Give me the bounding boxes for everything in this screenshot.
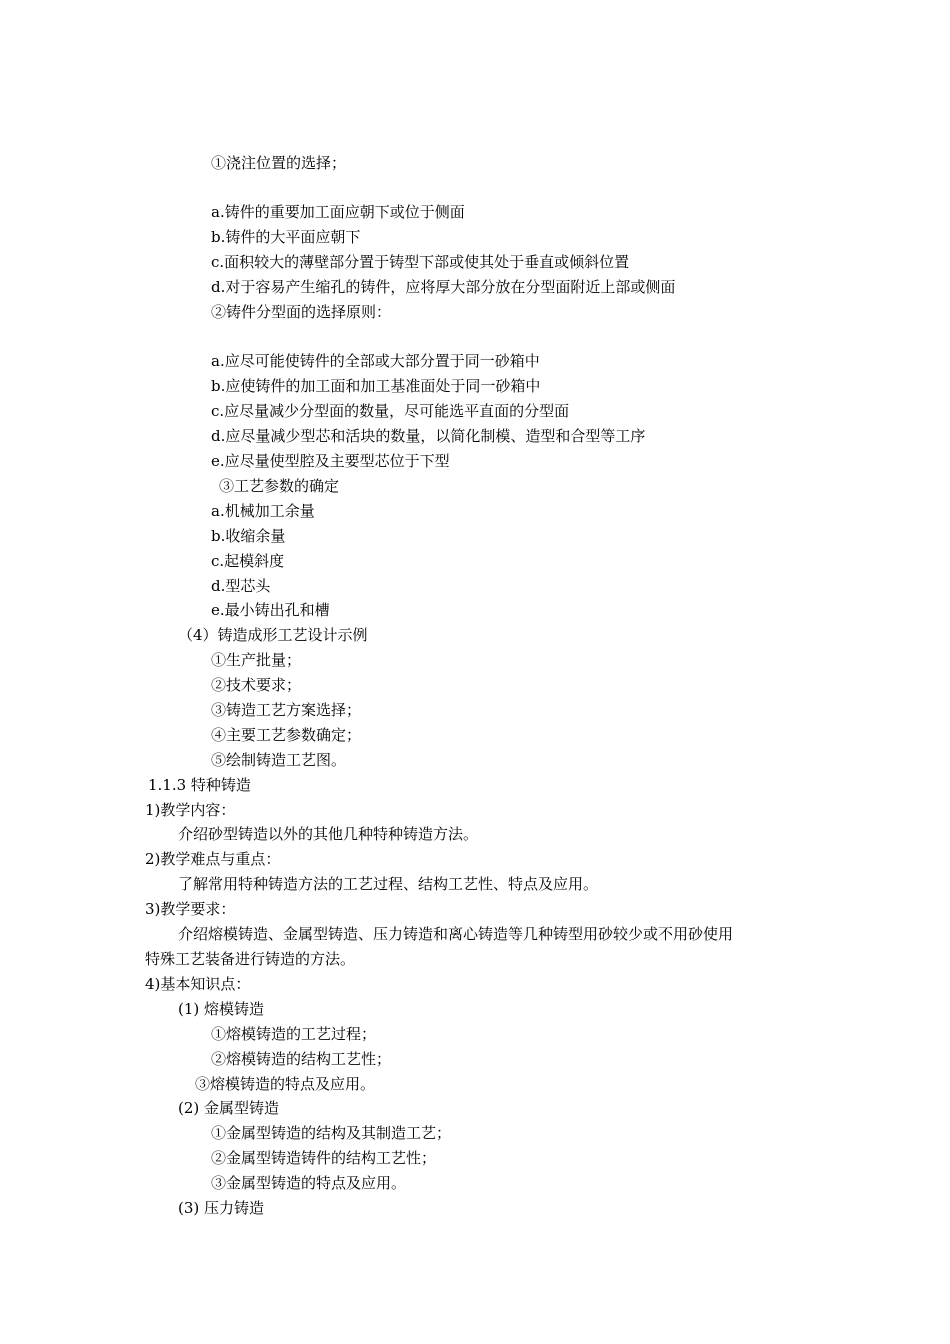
text-line: ①熔模铸造的工艺过程；	[211, 1025, 377, 1043]
text-line: a.铸件的重要加工面应朝下或位于侧面	[211, 203, 465, 221]
text-line: b.铸件的大平面应朝下	[211, 228, 361, 246]
text-line: 3)教学要求：	[145, 900, 236, 918]
text-line: d.对于容易产生缩孔的铸件，应将厚大部分放在分型面附近上部或侧面	[211, 278, 676, 296]
text-line: 介绍砂型铸造以外的其他几种特种铸造方法。	[178, 825, 479, 843]
text-line: c.应尽量减少分型面的数量，尽可能选平直面的分型面	[211, 402, 570, 420]
section-heading: 1.1.3 特种铸造	[148, 776, 251, 794]
text-line: ①生产批量；	[211, 651, 302, 669]
text-line: ②技术要求；	[211, 676, 302, 694]
text-line: b.应使铸件的加工面和加工基准面处于同一砂箱中	[211, 377, 541, 395]
text-line: (3) 压力铸造	[178, 1199, 265, 1217]
text-line: (2) 金属型铸造	[178, 1099, 280, 1117]
text-line: a.机械加工余量	[211, 502, 315, 520]
text-line: 特殊工艺装备进行铸造的方法。	[145, 950, 356, 968]
text-line: d.型芯头	[211, 577, 271, 595]
text-line: ②铸件分型面的选择原则：	[211, 303, 392, 321]
text-line: ⑤绘制铸造工艺图。	[211, 751, 347, 769]
text-line: ①浇注位置的选择；	[211, 154, 347, 172]
text-line: 2)教学难点与重点：	[145, 850, 281, 868]
text-line: ③熔模铸造的特点及应用。	[195, 1075, 376, 1093]
text-line: ③工艺参数的确定	[219, 477, 340, 495]
text-line: c.面积较大的薄壁部分置于铸型下部或使其处于垂直或倾斜位置	[211, 253, 630, 271]
text-line: (1) 熔模铸造	[178, 1000, 265, 1018]
text-line: 4)基本知识点：	[145, 975, 251, 993]
text-line: ③金属型铸造的特点及应用。	[211, 1174, 407, 1192]
text-line: c.起模斜度	[211, 552, 285, 570]
text-line: 介绍熔模铸造、金属型铸造、压力铸造和离心铸造等几种铸型用砂较少或不用砂使用	[178, 925, 734, 943]
text-line: d.应尽量减少型芯和活块的数量，以简化制模、造型和合型等工序	[211, 427, 646, 445]
text-line: e.最小铸出孔和槽	[211, 601, 330, 619]
text-line: ①金属型铸造的结构及其制造工艺；	[211, 1124, 452, 1142]
text-line: （4）铸造成形工艺设计示例	[178, 626, 368, 644]
text-line: ④主要工艺参数确定；	[211, 726, 362, 744]
text-line: a.应尽可能使铸件的全部或大部分置于同一砂箱中	[211, 352, 540, 370]
text-line: b.收缩余量	[211, 527, 286, 545]
text-line: 1)教学内容：	[145, 801, 236, 819]
text-line: ②熔模铸造的结构工艺性；	[211, 1050, 392, 1068]
text-line: ③铸造工艺方案选择；	[211, 701, 362, 719]
text-line: 了解常用特种铸造方法的工艺过程、结构工艺性、特点及应用。	[178, 875, 599, 893]
text-line: e.应尽量使型腔及主要型芯位于下型	[211, 452, 450, 470]
text-line: ②金属型铸造铸件的结构工艺性；	[211, 1149, 437, 1167]
